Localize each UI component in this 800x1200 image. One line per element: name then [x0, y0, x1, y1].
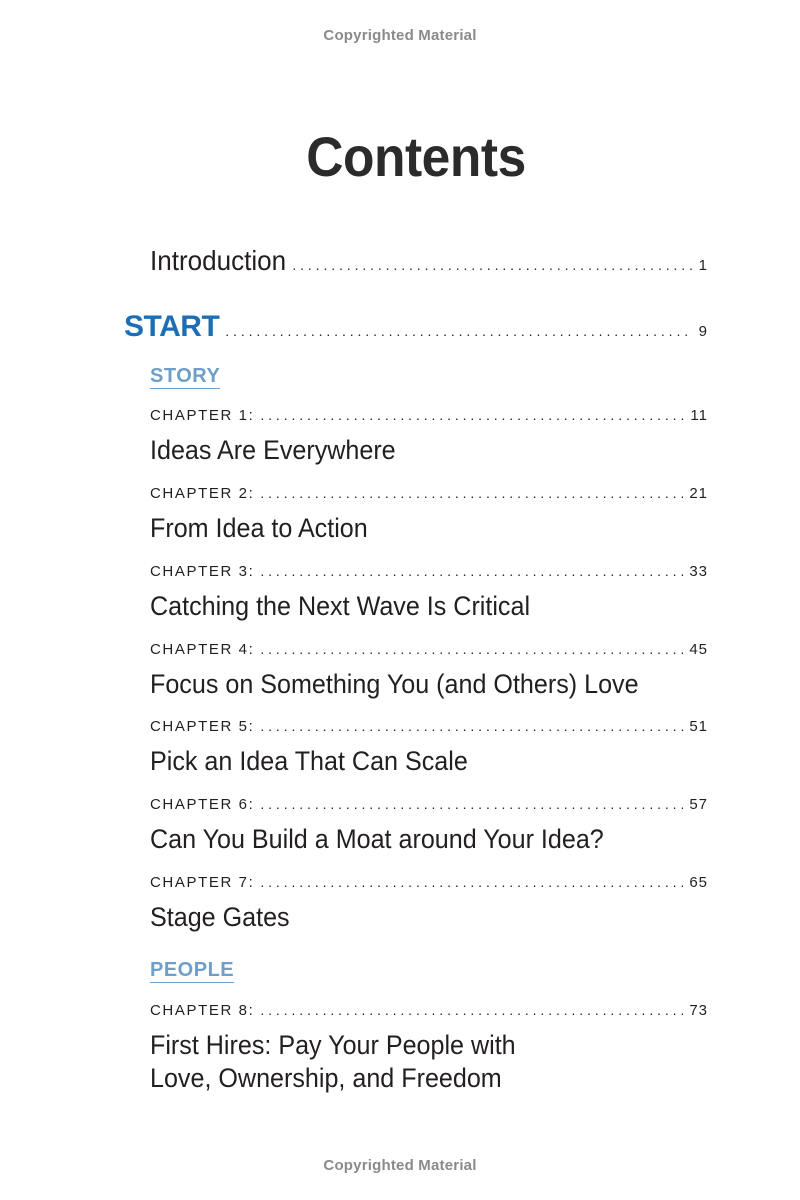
- chapter-label: CHAPTER 4:: [150, 641, 255, 658]
- toc-chapter-1[interactable]: [150, 407, 708, 424]
- dot-leader: [260, 1002, 683, 1018]
- section-heading-people: PEOPLE: [150, 959, 235, 981]
- page-title: Contents: [306, 125, 526, 188]
- toc-part-start[interactable]: [124, 310, 708, 344]
- chapter-label: CHAPTER 1:: [150, 407, 255, 424]
- chapter-label: CHAPTER 3:: [150, 563, 255, 580]
- dot-leader: [260, 718, 683, 734]
- toc-chapter-5[interactable]: [150, 718, 708, 735]
- toc-chapter-4[interactable]: [150, 641, 708, 658]
- page-number: 11: [690, 407, 708, 424]
- page-number: 73: [689, 1002, 708, 1019]
- chapter-label: CHAPTER 5:: [150, 718, 255, 735]
- dot-leader: [260, 563, 683, 579]
- page-number: 21: [689, 485, 708, 502]
- chapter-title-line-2[interactable]: Love, Ownership, and Freedom: [150, 1063, 502, 1093]
- dot-leader: [260, 485, 683, 501]
- page-number: 51: [689, 718, 708, 735]
- dot-leader: [225, 323, 692, 339]
- page-number: 65: [689, 874, 708, 891]
- chapter-title[interactable]: Can You Build a Moat around Your Idea?: [150, 824, 604, 854]
- chapter-title[interactable]: Pick an Idea That Can Scale: [150, 746, 468, 776]
- copyright-watermark-top: Copyrighted Material: [323, 27, 477, 44]
- page-number: 1: [698, 257, 708, 274]
- chapter-label: CHAPTER 8:: [150, 1002, 255, 1019]
- toc-chapter-7[interactable]: [150, 874, 708, 891]
- dot-leader: [260, 874, 683, 890]
- chapter-title[interactable]: Stage Gates: [150, 902, 290, 932]
- dot-leader: [260, 641, 683, 657]
- dot-leader: [260, 796, 683, 812]
- copyright-watermark-bottom: Copyrighted Material: [323, 1157, 477, 1174]
- toc-entry-label: Introduction: [150, 245, 287, 276]
- chapter-title[interactable]: Catching the Next Wave Is Critical: [150, 591, 531, 621]
- chapter-label: CHAPTER 7:: [150, 874, 255, 891]
- chapter-label: CHAPTER 6:: [150, 796, 255, 813]
- part-label: START: [124, 310, 220, 343]
- page-number: 33: [689, 563, 708, 580]
- toc-chapter-2[interactable]: [150, 485, 708, 502]
- toc-chapter-3[interactable]: [150, 563, 708, 580]
- toc-entry-introduction[interactable]: [150, 245, 708, 277]
- page-number: 57: [689, 796, 708, 813]
- dot-leader: [260, 407, 684, 423]
- page-number: 9: [698, 323, 708, 340]
- toc-chapter-6[interactable]: [150, 796, 708, 813]
- page-number: 45: [689, 641, 708, 658]
- chapter-title[interactable]: Focus on Something You (and Others) Love: [150, 669, 639, 699]
- chapter-label: CHAPTER 2:: [150, 485, 255, 502]
- section-heading-story: STORY: [150, 365, 221, 387]
- toc-chapter-8[interactable]: [150, 1002, 708, 1019]
- dot-leader: [292, 257, 692, 273]
- chapter-title[interactable]: Ideas Are Everywhere: [150, 435, 396, 465]
- chapter-title-line-1[interactable]: First Hires: Pay Your People with: [150, 1030, 516, 1060]
- chapter-title[interactable]: From Idea to Action: [150, 513, 368, 543]
